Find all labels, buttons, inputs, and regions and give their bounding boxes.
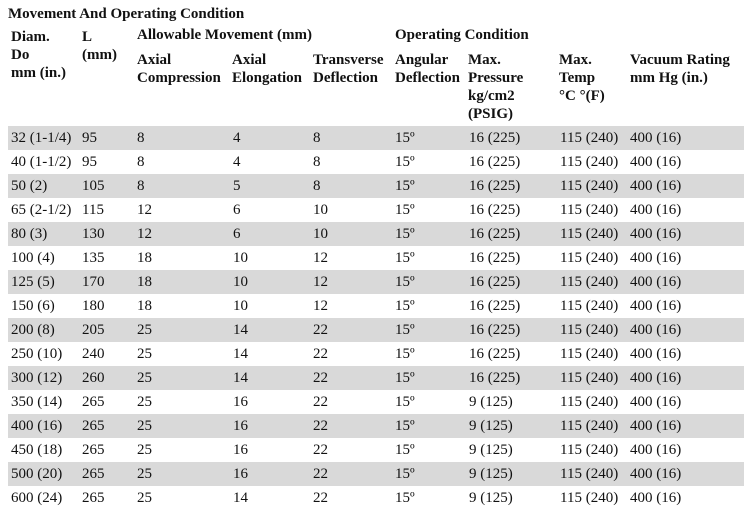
- cell-pressure: 16 (225): [469, 322, 521, 338]
- cell-angular: 15º: [395, 322, 415, 338]
- cell-elong: 14: [233, 346, 248, 362]
- cell-trans: 8: [313, 130, 321, 146]
- cell-elong: 14: [233, 322, 248, 338]
- table-row: [8, 342, 744, 366]
- table-row: [8, 294, 744, 318]
- cell-vacuum: 400 (16): [630, 154, 682, 170]
- cell-trans: 12: [313, 250, 328, 266]
- cell-comp: 18: [137, 298, 152, 314]
- cell-pressure: 16 (225): [469, 250, 521, 266]
- cell-diam: 80 (3): [11, 226, 48, 242]
- cell-elong: 14: [233, 490, 248, 506]
- cell-pressure: 9 (125): [469, 490, 513, 506]
- cell-vacuum: 400 (16): [630, 226, 682, 242]
- cell-temp: 115 (240): [560, 202, 619, 218]
- cell-diam: 65 (2-1/2): [11, 202, 72, 218]
- cell-angular: 15º: [395, 466, 415, 482]
- cell-trans: 22: [313, 370, 328, 386]
- cell-temp: 115 (240): [560, 418, 619, 434]
- cell-trans: 22: [313, 490, 328, 506]
- cell-temp: 115 (240): [560, 346, 619, 362]
- table-row: [8, 414, 744, 438]
- cell-angular: 15º: [395, 274, 415, 290]
- cell-comp: 25: [137, 370, 152, 386]
- cell-L: 180: [82, 298, 105, 314]
- cell-diam: 450 (18): [11, 442, 63, 458]
- table-row: [8, 222, 744, 246]
- cell-elong: 4: [233, 154, 241, 170]
- cell-pressure: 16 (225): [469, 154, 521, 170]
- table-row: [8, 438, 744, 462]
- table-row: [8, 390, 744, 414]
- cell-trans: 22: [313, 322, 328, 338]
- cell-L: 130: [82, 226, 105, 242]
- cell-comp: 25: [137, 346, 152, 362]
- cell-temp: 115 (240): [560, 298, 619, 314]
- cell-vacuum: 400 (16): [630, 322, 682, 338]
- cell-trans: 10: [313, 226, 328, 242]
- cell-elong: 6: [233, 226, 241, 242]
- cell-elong: 10: [233, 274, 248, 290]
- cell-diam: 250 (10): [11, 346, 63, 362]
- cell-angular: 15º: [395, 490, 415, 506]
- cell-angular: 15º: [395, 298, 415, 314]
- cell-L: 265: [82, 466, 105, 482]
- cell-L: 115: [82, 202, 104, 218]
- cell-vacuum: 400 (16): [630, 370, 682, 386]
- table-row: [8, 318, 744, 342]
- cell-comp: 25: [137, 490, 152, 506]
- cell-angular: 15º: [395, 202, 415, 218]
- cell-trans: 22: [313, 346, 328, 362]
- header-length: L (mm): [82, 29, 117, 63]
- cell-comp: 12: [137, 226, 152, 242]
- cell-elong: 16: [233, 442, 248, 458]
- cell-vacuum: 400 (16): [630, 346, 682, 362]
- cell-L: 265: [82, 418, 105, 434]
- cell-temp: 115 (240): [560, 130, 619, 146]
- cell-vacuum: 400 (16): [630, 130, 682, 146]
- cell-diam: 50 (2): [11, 178, 48, 194]
- cell-L: 265: [82, 394, 105, 410]
- cell-vacuum: 400 (16): [630, 394, 682, 410]
- cell-vacuum: 400 (16): [630, 250, 682, 266]
- cell-comp: 25: [137, 394, 152, 410]
- cell-pressure: 16 (225): [469, 298, 521, 314]
- cell-comp: 25: [137, 442, 152, 458]
- cell-angular: 15º: [395, 394, 415, 410]
- cell-temp: 115 (240): [560, 250, 619, 266]
- table-row: [8, 462, 744, 486]
- cell-angular: 15º: [395, 178, 415, 194]
- cell-vacuum: 400 (16): [630, 418, 682, 434]
- header-max-temp: Max. Temp °C °(F): [559, 52, 605, 104]
- cell-diam: 200 (8): [11, 322, 55, 338]
- cell-trans: 8: [313, 154, 321, 170]
- table-row: [8, 486, 744, 510]
- cell-pressure: 16 (225): [469, 226, 521, 242]
- group-operating-condition: Operating Condition: [395, 27, 529, 43]
- cell-trans: 22: [313, 418, 328, 434]
- cell-vacuum: 400 (16): [630, 466, 682, 482]
- cell-trans: 10: [313, 202, 328, 218]
- cell-comp: 8: [137, 154, 145, 170]
- cell-vacuum: 400 (16): [630, 490, 682, 506]
- cell-comp: 8: [137, 178, 145, 194]
- cell-comp: 25: [137, 466, 152, 482]
- cell-angular: 15º: [395, 250, 415, 266]
- cell-elong: 16: [233, 394, 248, 410]
- cell-pressure: 9 (125): [469, 418, 513, 434]
- cell-elong: 5: [233, 178, 241, 194]
- cell-vacuum: 400 (16): [630, 178, 682, 194]
- cell-temp: 115 (240): [560, 154, 619, 170]
- table-row: [8, 126, 744, 150]
- cell-L: 95: [82, 154, 97, 170]
- cell-elong: 14: [233, 370, 248, 386]
- cell-vacuum: 400 (16): [630, 202, 682, 218]
- cell-vacuum: 400 (16): [630, 442, 682, 458]
- cell-pressure: 16 (225): [469, 370, 521, 386]
- cell-temp: 115 (240): [560, 178, 619, 194]
- table-row: [8, 150, 744, 174]
- cell-temp: 115 (240): [560, 274, 619, 290]
- cell-diam: 300 (12): [11, 370, 63, 386]
- cell-L: 135: [82, 250, 105, 266]
- header-diam: Diam. Do mm (in.): [11, 29, 66, 81]
- cell-temp: 115 (240): [560, 394, 619, 410]
- header-transverse-deflection: Transverse Deflection: [313, 52, 384, 86]
- cell-pressure: 9 (125): [469, 442, 513, 458]
- cell-temp: 115 (240): [560, 226, 619, 242]
- cell-diam: 32 (1-1/4): [11, 130, 72, 146]
- table-row: [8, 174, 744, 198]
- cell-angular: 15º: [395, 346, 415, 362]
- cell-L: 265: [82, 490, 105, 506]
- cell-angular: 15º: [395, 154, 415, 170]
- cell-trans: 22: [313, 466, 328, 482]
- cell-pressure: 9 (125): [469, 466, 513, 482]
- cell-diam: 500 (20): [11, 466, 63, 482]
- cell-angular: 15º: [395, 442, 415, 458]
- table-row: [8, 270, 744, 294]
- header-axial-compression: Axial Compression: [137, 52, 221, 86]
- cell-temp: 115 (240): [560, 322, 619, 338]
- table-title: Movement And Operating Condition: [8, 6, 245, 22]
- cell-angular: 15º: [395, 130, 415, 146]
- cell-angular: 15º: [395, 226, 415, 242]
- cell-comp: 18: [137, 250, 152, 266]
- cell-diam: 150 (6): [11, 298, 55, 314]
- header-axial-elongation: Axial Elongation: [232, 52, 303, 86]
- cell-comp: 12: [137, 202, 152, 218]
- table-row: [8, 198, 744, 222]
- cell-elong: 4: [233, 130, 241, 146]
- header-max-pressure: Max. Pressure kg/cm2 (PSIG): [468, 52, 524, 122]
- cell-pressure: 9 (125): [469, 394, 513, 410]
- cell-diam: 40 (1-1/2): [11, 154, 72, 170]
- header-angular-deflection: Angular Deflection: [395, 52, 460, 86]
- cell-temp: 115 (240): [560, 466, 619, 482]
- cell-angular: 15º: [395, 418, 415, 434]
- cell-diam: 600 (24): [11, 490, 63, 506]
- cell-trans: 12: [313, 298, 328, 314]
- cell-diam: 100 (4): [11, 250, 55, 266]
- cell-pressure: 16 (225): [469, 202, 521, 218]
- cell-L: 260: [82, 370, 105, 386]
- cell-trans: 22: [313, 442, 328, 458]
- cell-angular: 15º: [395, 370, 415, 386]
- cell-comp: 25: [137, 418, 152, 434]
- table-body: [8, 126, 744, 510]
- cell-temp: 115 (240): [560, 442, 619, 458]
- cell-trans: 8: [313, 178, 321, 194]
- cell-diam: 350 (14): [11, 394, 63, 410]
- cell-pressure: 16 (225): [469, 130, 521, 146]
- cell-elong: 16: [233, 418, 248, 434]
- cell-elong: 16: [233, 466, 248, 482]
- cell-L: 240: [82, 346, 105, 362]
- cell-comp: 25: [137, 322, 152, 338]
- cell-elong: 6: [233, 202, 241, 218]
- cell-diam: 400 (16): [11, 418, 63, 434]
- cell-L: 265: [82, 442, 105, 458]
- cell-temp: 115 (240): [560, 370, 619, 386]
- cell-diam: 125 (5): [11, 274, 55, 290]
- cell-pressure: 16 (225): [469, 346, 521, 362]
- cell-trans: 12: [313, 274, 328, 290]
- cell-vacuum: 400 (16): [630, 274, 682, 290]
- group-allowable-movement: Allowable Movement (mm): [137, 27, 312, 43]
- cell-elong: 10: [233, 250, 248, 266]
- cell-pressure: 16 (225): [469, 274, 521, 290]
- cell-L: 95: [82, 130, 97, 146]
- cell-temp: 115 (240): [560, 490, 619, 506]
- cell-comp: 8: [137, 130, 145, 146]
- cell-pressure: 16 (225): [469, 178, 521, 194]
- cell-comp: 18: [137, 274, 152, 290]
- cell-trans: 22: [313, 394, 328, 410]
- cell-elong: 10: [233, 298, 248, 314]
- table-row: [8, 366, 744, 390]
- cell-L: 205: [82, 322, 105, 338]
- cell-vacuum: 400 (16): [630, 298, 682, 314]
- cell-L: 170: [82, 274, 105, 290]
- table-row: [8, 246, 744, 270]
- cell-L: 105: [82, 178, 105, 194]
- header-vacuum-rating: Vacuum Rating mm Hg (in.): [630, 52, 730, 86]
